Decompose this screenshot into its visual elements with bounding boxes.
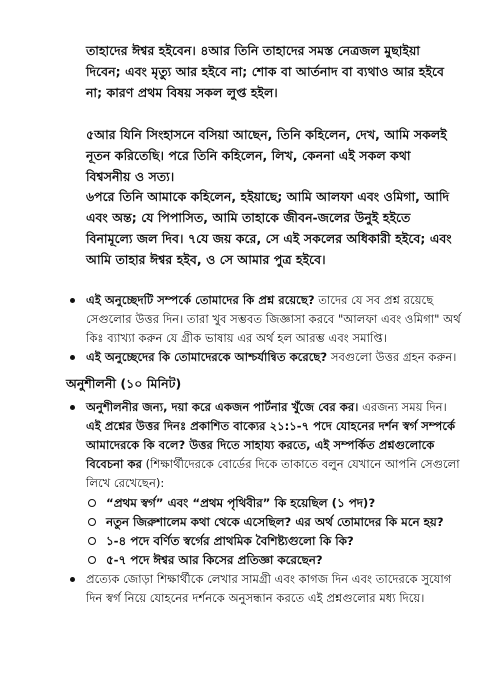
- bullet-icon: [70, 355, 75, 360]
- bullet-icon: [70, 405, 75, 410]
- bullet-icon: [70, 577, 75, 582]
- circle-bullet-icon: [88, 518, 96, 526]
- list-item: [106, 513, 464, 532]
- instruction-text: সবগুলো উত্তর গ্রহন করুন।: [327, 350, 457, 364]
- scripture-paragraph-5: ৫আর যিনি সিংহাসনে বসিয়া আছেন, তিনি কহিলেন, দেখ, আমি সকলই নূতন করিতেছি। পরে তিনি কহিলেন, লিখ, কেননা এই সকল কথা বিশ্বসনীয় ও সত্য।: [86, 127, 447, 184]
- sub-question-list: [106, 494, 464, 570]
- list-item: [106, 494, 464, 513]
- practice-question: এই প্রশ্নের উত্তর দিনঃ প্রকাশিত বাক্যের ২১:১-৭ পদে যোহনের দর্শন স্বর্গ সম্পর্কে আমাদেরকে কি বলে? উত্তর দিতে সাহায্য করতে, এই সম্পর্কিত প্রশ্নগুলোকে বিবেচনা কর: [86, 419, 456, 471]
- question-text: এই অনুচ্ছেদের কি তোমাদেরকে আশ্চর্যান্বিত করেছে?: [86, 350, 328, 364]
- sub-question: ৫-৭ পদে ঈশ্বর আর কিসের প্রতিজ্ঞা করেছেন?: [106, 553, 323, 567]
- practice-instruction: (শিক্ষার্থীদেরকে বোর্ডের দিকে তাকাতে বলুন যেখানে আপনি সেগুলো লিখে রেখেছেন):: [86, 457, 460, 490]
- scripture-paragraph-4: তাহাদের ঈশ্বর হইবেন। ৪আর তিনি তাহাদের সমস্ত নেত্রজল মুছাইয়া দিবেন; এবং মৃত্যু আর হইবে না; শোক বা আর্তনাদ বা ব্যথাও আর হইবে না; কারণ প্রথম বিষয় সকল লুপ্ত হইল।: [86, 43, 444, 100]
- sub-question: নতুন জিরুশালেম কথা থেকে এসেছিল? এর অর্থ তোমাদের কি মনে হয়?: [106, 515, 444, 529]
- scripture-paragraph-6-7: ৬পরে তিনি আমাকে কহিলেন, হইয়াছে; আমি আলফা এবং ওমিগা, আদি এবং অন্ত; যে পিপাসিত, আমি তাহাকে জীবন-জলের উনুই হইতে বিনামূল্যে জল দিব। ৭যে জয় করে, সে এই সকলের অধিকারী হইবে; এবং আমি তাহার ঈশ্বর হইব, ও সে আমার পুত্র হইবে।: [86, 189, 452, 267]
- circle-bullet-icon: [88, 537, 96, 545]
- sub-question: ১-৪ পদে বর্ণিত স্বর্গের প্রাথমিক বৈশিষ্ট্যগুলো কি কি?: [106, 534, 354, 548]
- section-heading: অনুশীলনী (১০ মিনিট): [66, 376, 182, 391]
- practice-lead: অনুশীলনীর জন্য, দয়া করে একজন পার্টনার খুঁজে বের কর।: [86, 400, 359, 414]
- practice-lead-note: এরজন্য সময় দিন।: [358, 400, 447, 414]
- sub-question: “প্রথম স্বর্গ” এবং “প্রথম পৃথিবীর” কি হয়েছিল (১ পদ)?: [106, 496, 376, 510]
- discussion-list: [86, 291, 464, 367]
- bullet-icon: [70, 298, 75, 303]
- list-item: [106, 551, 464, 570]
- question-text: এই অনুচ্ছেদটি সম্পর্কে তোমাদের কি প্রশ্ন রয়েছে?: [86, 293, 315, 307]
- practice-list: [86, 398, 464, 608]
- practice-closing-instruction: প্রত্যেক জোড়া শিক্ষার্থীকে লেখার সামগ্রী এবং কাগজ দিন এবং তাদেরকে সুযোগ দিন স্বর্গ নিয়ে যোহনের দর্শনকে অনুসন্ধান করতে এই প্রশ্নগুলোর মধ্য দিয়ে।: [86, 572, 452, 605]
- instruction-text: তাদের যে সব প্রশ্ন রয়েছে সেগুলোর উত্তর দিন। তারা খুব সম্ভবত জিজ্ঞাসা করবে "আলফা এবং ওমিগা" অর্থ কিঃ ব্যাখ্যা করুন যে গ্রীক ভাষায় এর অর্থ হল আরম্ভ এবং সমাপ্তি।: [86, 293, 461, 345]
- list-item: [106, 532, 464, 551]
- list-item: [86, 291, 464, 348]
- list-item: [86, 398, 464, 570]
- list-item: [86, 348, 464, 367]
- list-item: [86, 570, 464, 608]
- circle-bullet-icon: [88, 556, 96, 564]
- circle-bullet-icon: [88, 499, 96, 507]
